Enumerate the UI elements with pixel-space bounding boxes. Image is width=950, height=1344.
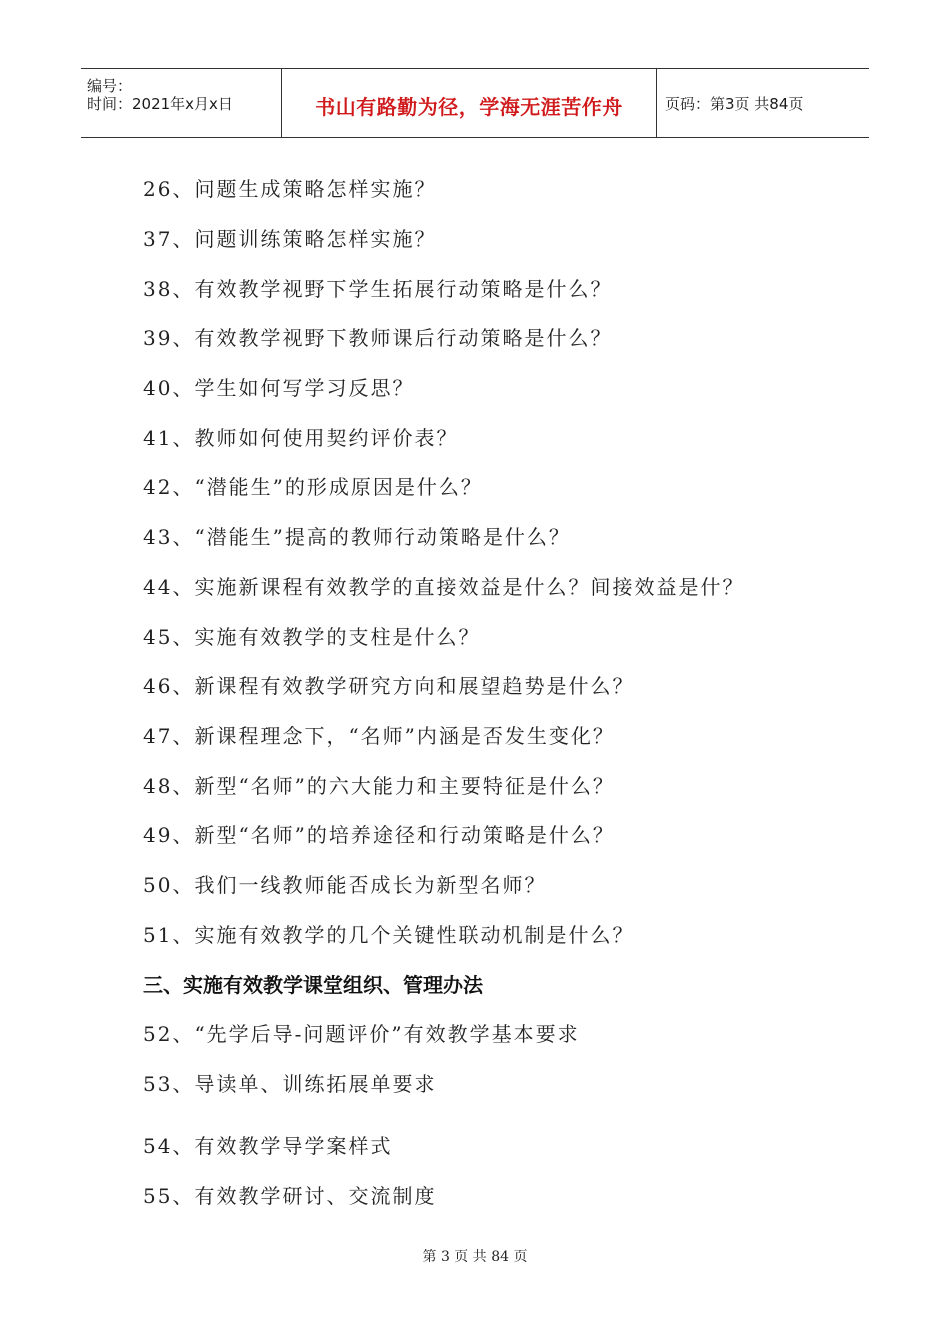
list-item: 51、实施有效教学的几个关键性联动机制是什么？ bbox=[143, 923, 635, 947]
header-left-cell bbox=[81, 69, 281, 137]
list-item: 39、有效教学视野下教师课后行动策略是什么？ bbox=[143, 326, 613, 350]
list-item: 44、实施新课程有效教学的直接效益是什么？间接效益是什？ bbox=[143, 575, 745, 599]
list-item: 26、问题生成策略怎样实施？ bbox=[143, 177, 437, 201]
header-motto-cell bbox=[281, 69, 657, 137]
list-item: 53、导读单、训练拓展单要求 bbox=[143, 1072, 437, 1096]
list-item: 38、有效教学视野下学生拓展行动策略是什么？ bbox=[143, 277, 613, 301]
list-item: 37、问题训练策略怎样实施？ bbox=[143, 227, 437, 251]
page-footer: 第 3 页 共 84 页 bbox=[422, 1249, 528, 1265]
list-item: 46、新课程有效教学研究方向和展望趋势是什么？ bbox=[143, 674, 635, 698]
list-item: 55、有效教学研讨、交流制度 bbox=[143, 1184, 437, 1208]
list-item: 42、“潜能生”的形成原因是什么？ bbox=[143, 475, 483, 499]
list-item: 48、新型“名师”的六大能力和主要特征是什么？ bbox=[143, 774, 615, 798]
page-info: 页码：第3页 共84页 bbox=[665, 95, 804, 113]
list-item: 43、“潜能生”提高的教师行动策略是什么？ bbox=[143, 525, 571, 549]
list-item: 49、新型“名师”的培养途径和行动策略是什么？ bbox=[143, 823, 615, 847]
list-item: 40、学生如何写学习反思？ bbox=[143, 376, 415, 400]
list-item: 52、“先学后导-问题评价”有效教学基本要求 bbox=[143, 1022, 580, 1046]
list-item: 41、教师如何使用契约评价表？ bbox=[143, 426, 459, 450]
list-item: 54、有效教学导学案样式 bbox=[143, 1134, 393, 1158]
number-label: 编号： bbox=[87, 77, 133, 95]
page-header bbox=[81, 68, 869, 138]
time-label: 时间：2021年x月x日 bbox=[87, 95, 233, 113]
list-item: 50、我们一线教师能否成长为新型名师？ bbox=[143, 873, 547, 897]
motto: 书山有路勤为径，学海无涯苦作舟 bbox=[315, 95, 623, 119]
list-item: 45、实施有效教学的支柱是什么？ bbox=[143, 625, 481, 649]
section-heading: 三、实施有效教学课堂组织、管理办法 bbox=[143, 973, 483, 997]
list-item: 47、新课程理念下，“名师”内涵是否发生变化？ bbox=[143, 724, 615, 748]
